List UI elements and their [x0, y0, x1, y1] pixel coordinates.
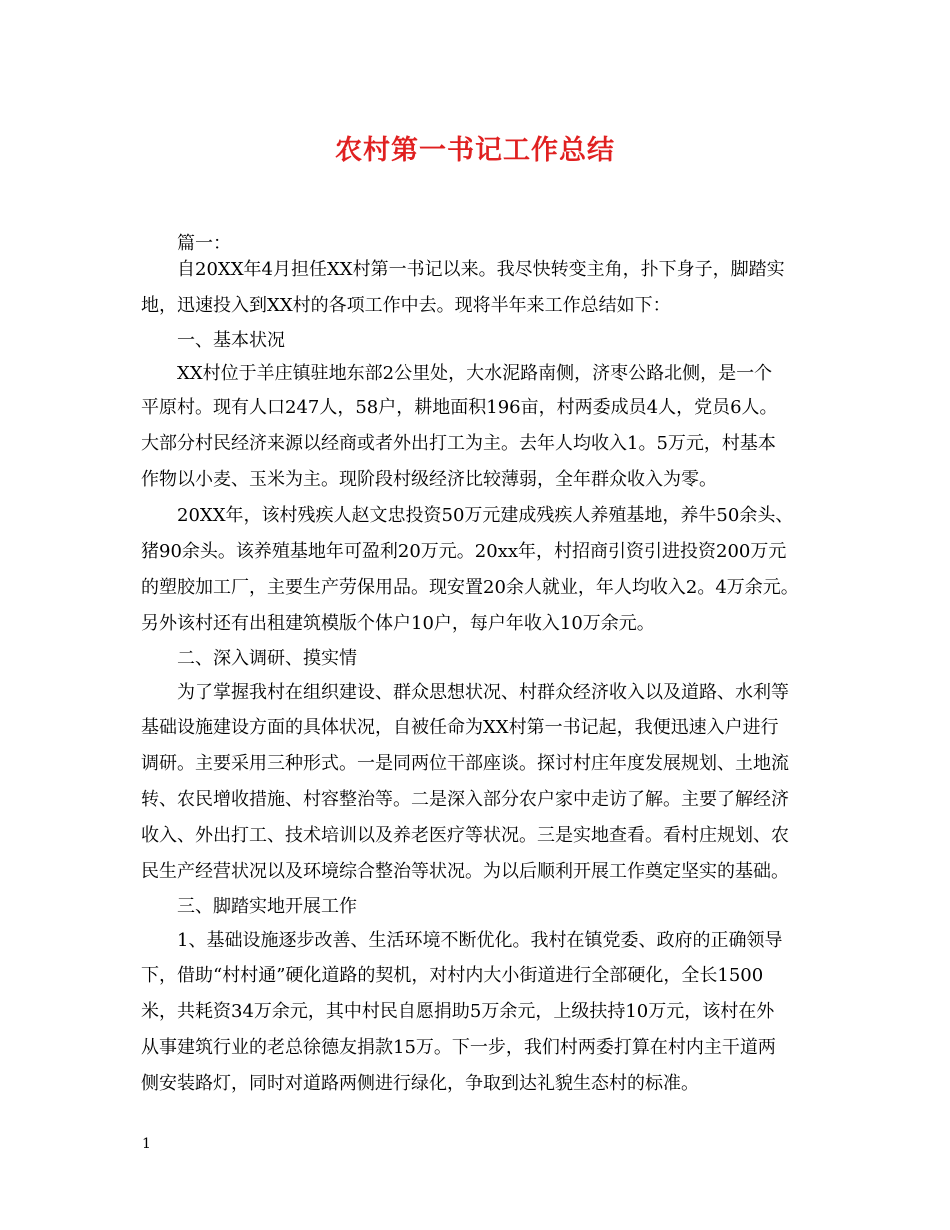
section-heading: 三、脚踏实地开展工作 — [177, 896, 357, 917]
text-line: 收入、外出打工、技术培训以及养老医疗等状况。三是实地查看。看村庄规划、农 — [141, 825, 789, 846]
text-line: 的塑胶加工厂，主要生产劳保用品。现安置20余人就业，年人均收入2。4万余元。 — [141, 577, 799, 598]
text-line: 下，借助“村村通”硬化道路的契机，对村内大小街道进行全部硬化，全长1500 — [141, 965, 764, 986]
text-line: 猪90余头。该养殖基地年可盈利20万元。20xx年，村招商引资引进投资200万元 — [141, 541, 787, 562]
text-line: 篇一： — [177, 233, 231, 254]
page-number: 1 — [142, 1136, 151, 1152]
text-line: 地，迅速投入到XX村的各项工作中去。现将半年来工作总结如下： — [141, 295, 671, 316]
text-line: 另外该村还有出租建筑模版个体户10户，每户年收入10万余元。 — [141, 613, 655, 634]
text-line: 作物以小麦、玉米为主。现阶段村级经济比较薄弱，全年群众收入为零。 — [141, 469, 717, 490]
text-line: 侧安装路灯，同时对道路两侧进行绿化，争取到达礼貌生态村的标准。 — [141, 1073, 699, 1094]
text-line: XX村位于羊庄镇驻地东部2公里处，大水泥路南侧，济枣公路北侧，是一个 — [177, 363, 773, 384]
text-line: 20XX年，该村残疾人赵文忠投资50万元建成残疾人养殖基地，养牛50余头、 — [177, 505, 794, 526]
text-line: 民生产经营状况以及环境综合整治等状况。为以后顺利开展工作奠定坚实的基础。 — [141, 861, 789, 882]
text-line: 基础设施建设方面的具体状况，自被任命为XX村第一书记起，我便迅速入户进行 — [141, 717, 779, 738]
text-line: 调研。主要采用三种形式。一是同两位干部座谈。探讨村庄年度发展规划、土地流 — [141, 753, 789, 774]
section-heading: 二、深入调研、摸实情 — [177, 648, 357, 669]
text-line: 平原村。现有人口247人，58户，耕地面积196亩，村两委成员4人，党员6人。 — [141, 397, 778, 418]
section-heading: 一、基本状况 — [177, 330, 285, 351]
text-line: 从事建筑行业的老总徐德友捐款15万。下一步，我们村两委打算在村内主干道两 — [141, 1037, 776, 1058]
text-line: 转、农民增收措施、村容整治等。二是深入部分农户家中走访了解。主要了解经济 — [141, 789, 789, 810]
text-line: 米，共耗资34万余元，其中村民自愿捐助5万余元，上级扶持10万元，该村在外 — [141, 1001, 775, 1022]
text-line: 大部分村民经济来源以经商或者外出打工为主。去年人均收入1。5万元，村基本 — [141, 433, 776, 454]
text-line: 1、基础设施逐步改善、生活环境不断优化。我村在镇党委、政府的正确领导 — [177, 930, 783, 951]
text-line: 自20XX年4月担任XX村第一书记以来。我尽快转变主角，扑下身子，脚踏实 — [177, 259, 785, 280]
document-title: 农村第一书记工作总结 — [335, 135, 615, 166]
text-line: 为了掌握我村在组织建设、群众思想状况、村群众经济收入以及道路、水利等 — [177, 682, 789, 703]
